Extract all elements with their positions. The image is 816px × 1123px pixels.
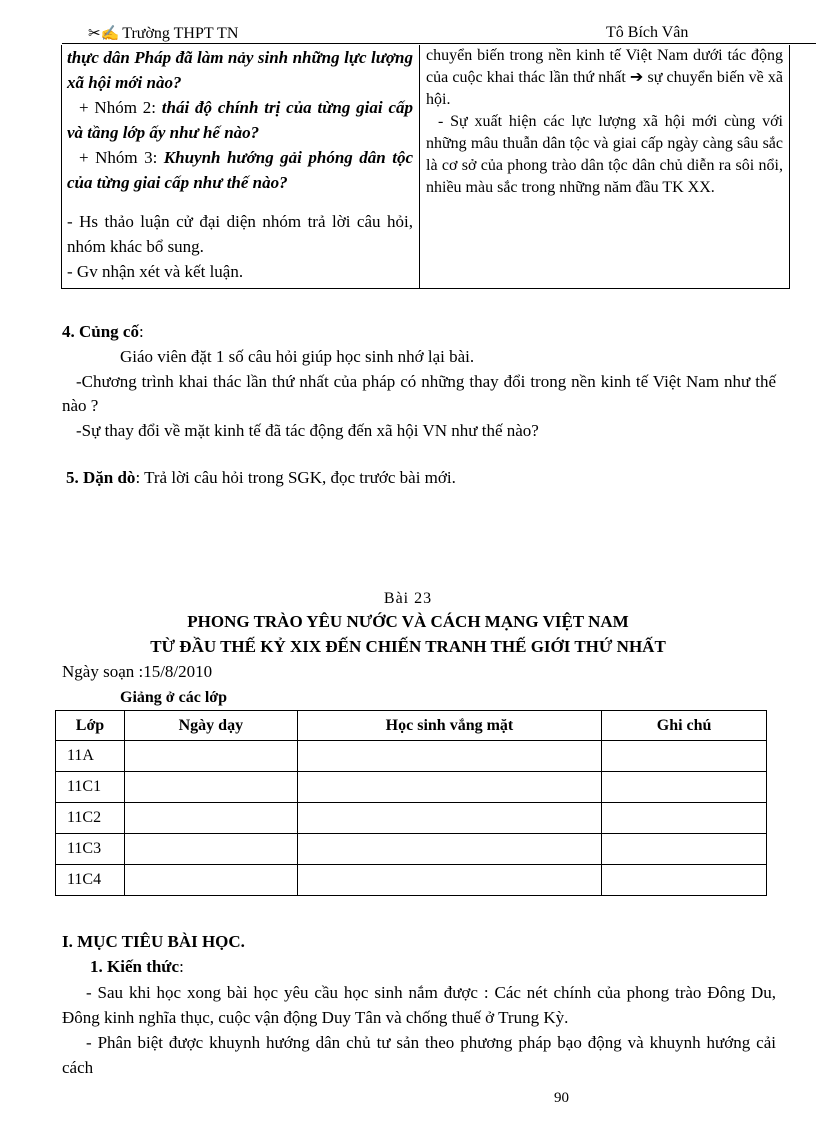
right-text-2: - Sự xuất hiện các lực lượng xã hội mới cùng với những mâu thuẫn dân tộc và giai cấp ngày càng sâu sắc là cơ sở của phong trào dân tộc dân chủ diễn ra sôi nổi, nhiều màu sắc trong những năm đầu TK XX.	[426, 113, 783, 196]
class-cell: 11A	[56, 741, 125, 772]
attendance-header-row	[56, 711, 767, 741]
table-row	[56, 865, 767, 896]
class-cell: 11C1	[56, 772, 125, 803]
objective-item-1: - Sau khi học xong bài học yêu cầu học sinh nắm được : Các nét chính của phong trào Đông Du, Đông kinh nghĩa thục, cuộc vận động Duy Tân và chống thuế ở Trung Kỳ.	[62, 983, 776, 1027]
review-question-2: -Sự thay đổi về mặt kinh tế đã tác động đến xã hội VN như thế nào?	[76, 421, 539, 440]
prep-date: Ngày soạn :15/8/2010	[62, 662, 213, 681]
left-discussion: - Hs thảo luận cử đại diện nhóm trả lời câu hỏi, nhóm khác bổ sung.	[67, 212, 413, 256]
header-date: Ngày dạy	[124, 711, 297, 741]
activity-right-cell	[420, 45, 789, 288]
objectives-heading: I. MỤC TIÊU BÀI HỌC.	[62, 932, 245, 951]
homework: 5. Dặn dò: Trả lời câu hỏi trong SGK, đọc trước bài mới.	[66, 468, 456, 487]
absent-cell[interactable]	[297, 834, 602, 865]
review-intro: Giáo viên đặt 1 số câu hỏi giúp học sinh nhớ lại bài.	[120, 347, 475, 366]
activity-table	[61, 45, 790, 289]
date-cell[interactable]	[124, 865, 297, 896]
date-cell[interactable]	[124, 772, 297, 803]
header-school	[88, 24, 238, 43]
review-question-1: -Chương trình khai thác lần thứ nhất của pháp có những thay đổi trong nền kinh tế Việt Nam như thế nào ?	[62, 372, 776, 415]
date-cell[interactable]	[124, 803, 297, 834]
header-absent: Học sinh vắng mặt	[297, 711, 602, 741]
date-cell[interactable]	[124, 741, 297, 772]
table-row	[56, 741, 767, 772]
right-text-1: chuyển biến trong nền kinh tế Việt Nam dưới tác động của cuộc khai thác lần thứ nhất ➔ sự chuyển biến về xã hội.	[426, 47, 783, 108]
left-conclusion: - Gv nhận xét và kết luận.	[67, 262, 244, 281]
absent-cell[interactable]	[297, 803, 602, 834]
table-row	[56, 772, 767, 803]
notes-cell[interactable]	[602, 834, 767, 865]
absent-cell[interactable]	[297, 741, 602, 772]
date-cell[interactable]	[124, 834, 297, 865]
lesson-title-line-1: PHONG TRÀO YÊU NƯỚC VÀ CÁCH MẠNG VIỆT NAM	[187, 612, 629, 631]
header-class: Lớp	[56, 711, 125, 741]
notes-cell[interactable]	[602, 772, 767, 803]
attendance-table	[55, 710, 767, 896]
left-group-3: + Nhóm 3: Khuynh hướng gải phóng dân tộc của từng giai cấp như thế nào?	[67, 148, 413, 192]
table-row	[56, 834, 767, 865]
table-row	[56, 803, 767, 834]
review-heading: 4. Củng cố:	[62, 322, 144, 341]
notes-cell[interactable]	[602, 865, 767, 896]
lesson-title-line-2: TỪ ĐẦU THẾ KỶ XIX ĐẾN CHIẾN TRANH THẾ GIỚI THỨ NHẤT	[150, 637, 666, 656]
notes-cell[interactable]	[602, 741, 767, 772]
class-cell: 11C4	[56, 865, 125, 896]
absent-cell[interactable]	[297, 865, 602, 896]
class-cell: 11C2	[56, 803, 125, 834]
objective-item-2: - Phân biệt được khuynh hướng dân chủ tư sản theo phương pháp bạo động và khuynh hướng cải cách	[62, 1033, 776, 1077]
decorative-scissors-icon: ✂✍	[88, 26, 120, 42]
header-rule	[62, 43, 816, 44]
left-question-1: thực dân Pháp đã làm nảy sinh những lực lượng xã hội mới nào?	[67, 48, 413, 92]
activity-left-cell	[62, 45, 420, 288]
notes-cell[interactable]	[602, 803, 767, 834]
school-name: Trường THPT TN	[122, 25, 239, 42]
header-notes: Ghi chú	[602, 711, 767, 741]
absent-cell[interactable]	[297, 772, 602, 803]
page-number: 90	[554, 1090, 569, 1106]
class-cell: 11C3	[56, 834, 125, 865]
knowledge-heading: 1. Kiến thức:	[90, 957, 184, 976]
lesson-number: Bài 23	[383, 590, 433, 607]
left-group-2: + Nhóm 2: thái độ chính trị của từng giai cấp và tầng lớp ấy như hế nào?	[67, 98, 413, 142]
header-teacher: Tô Bích Vân	[606, 24, 689, 41]
teaching-label: Giảng ở các lớp	[120, 689, 228, 706]
